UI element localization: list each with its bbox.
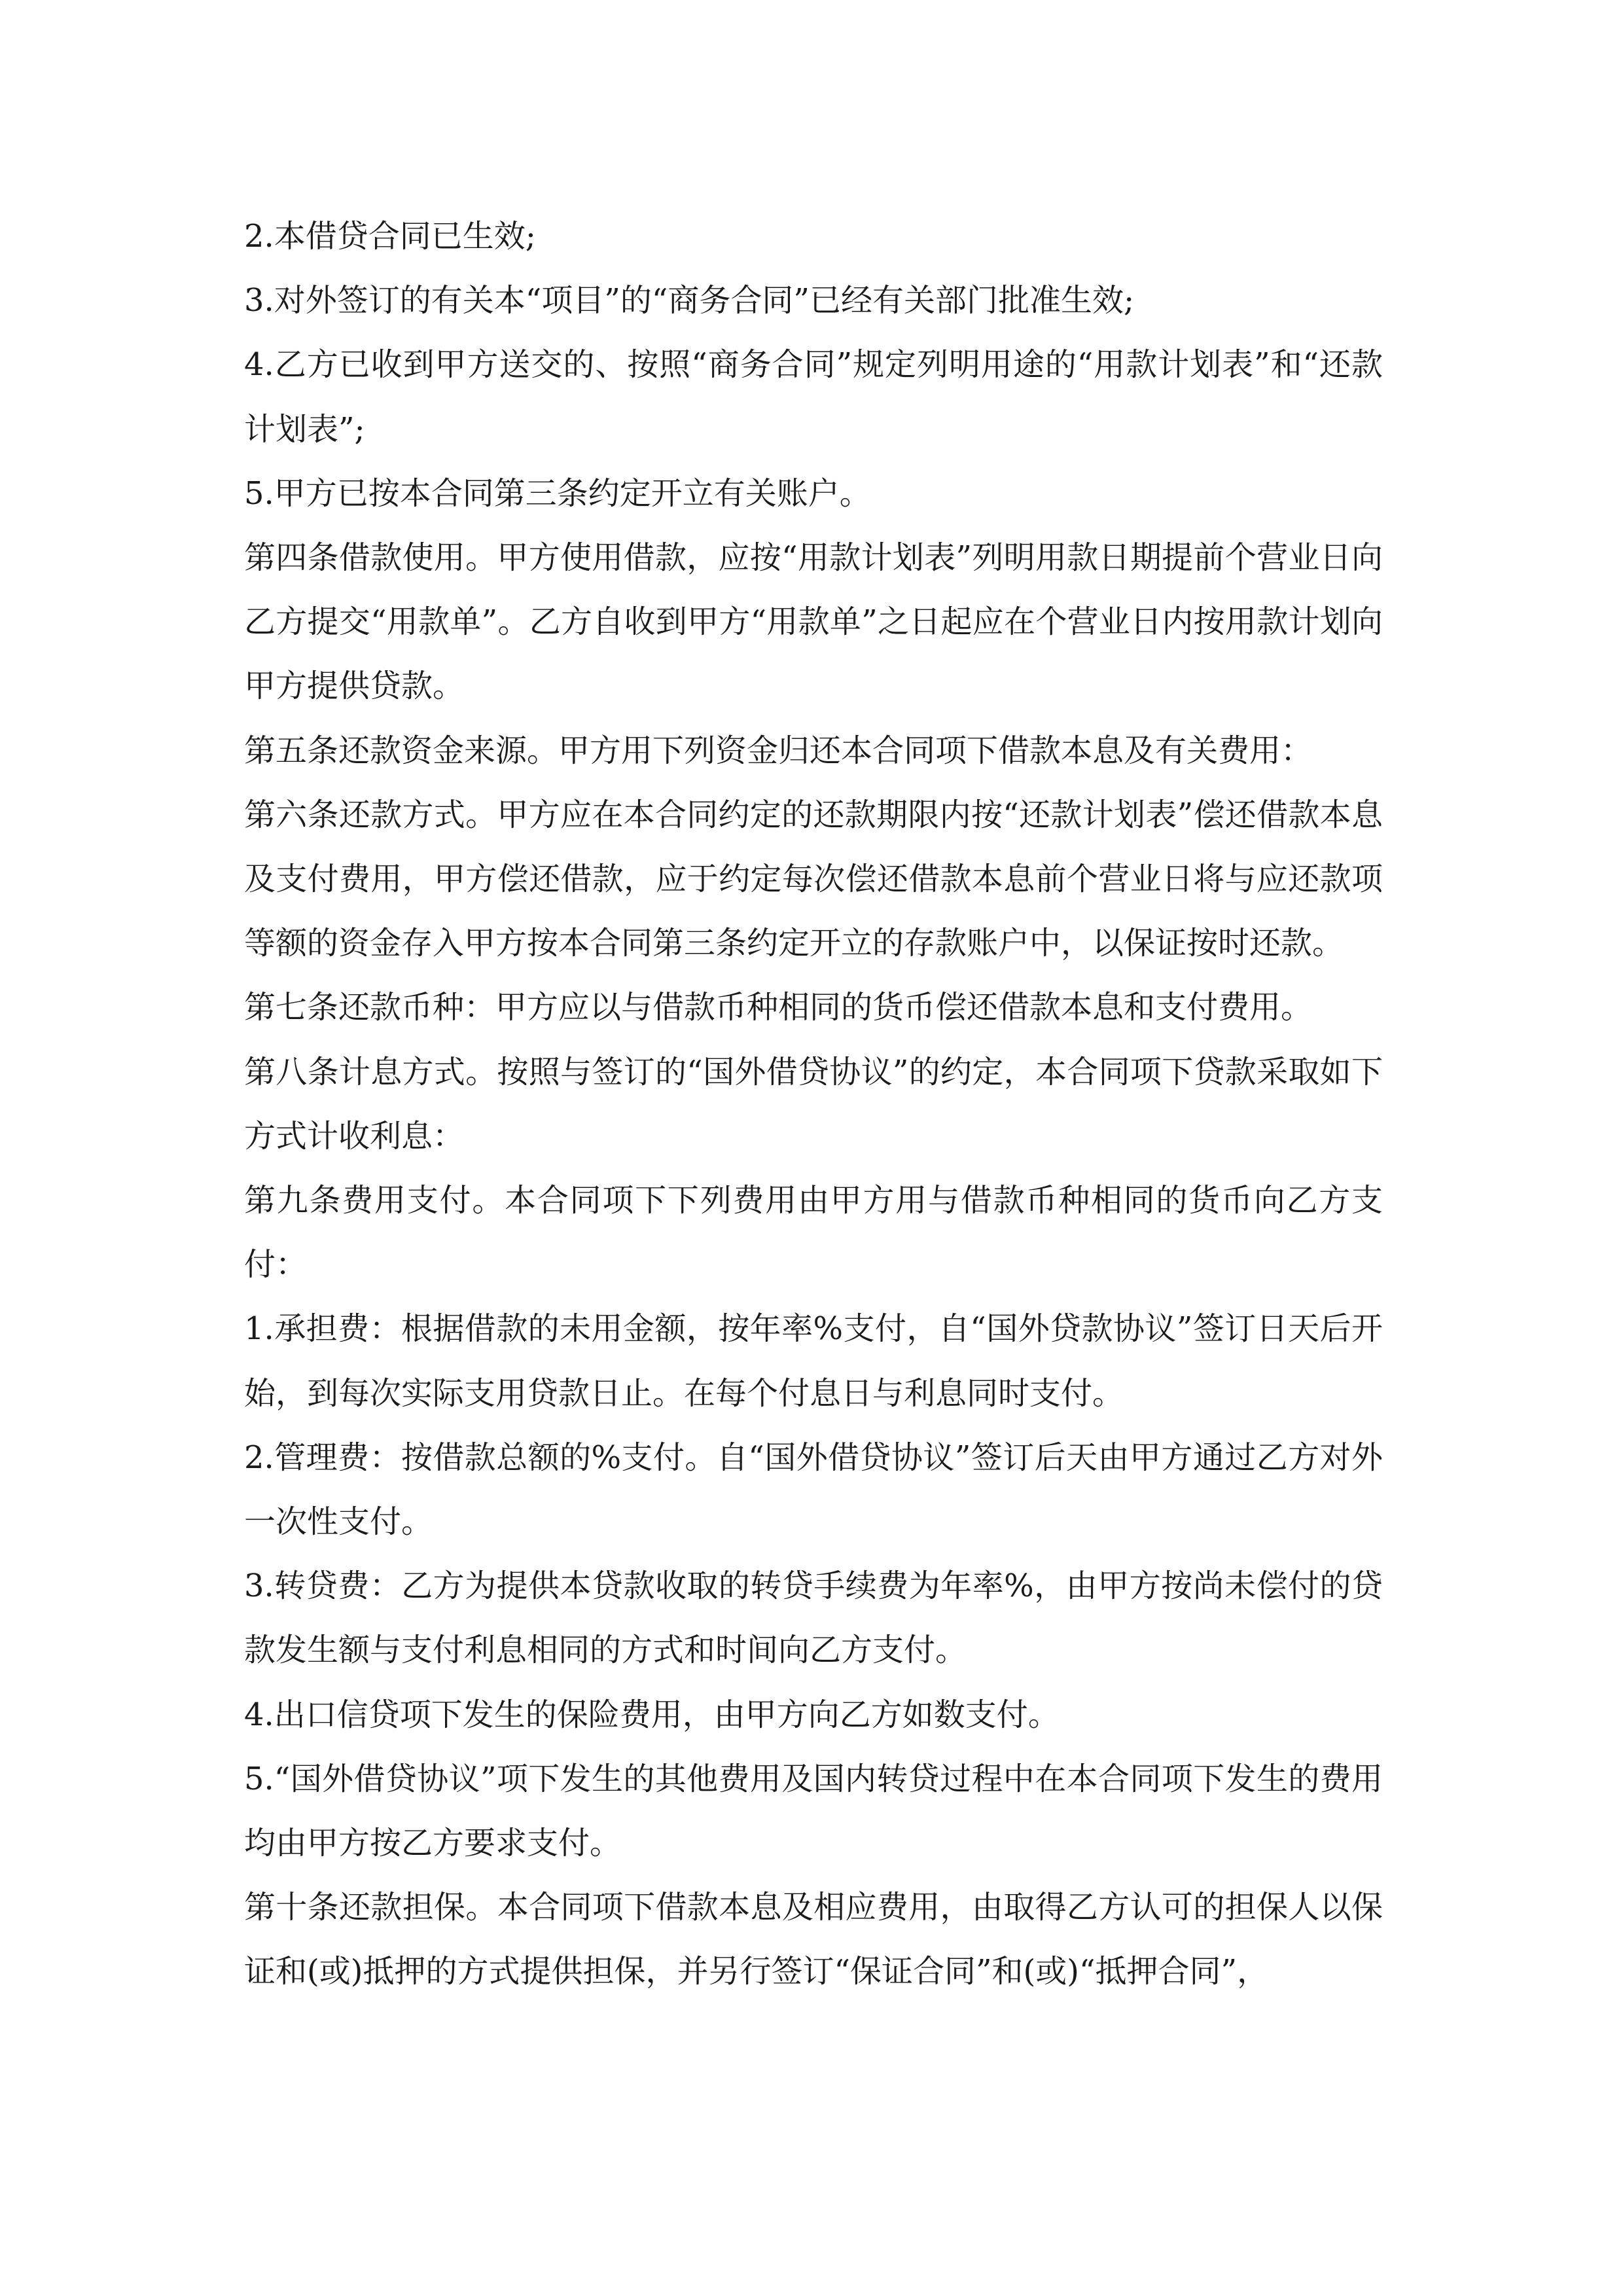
fee-item-3: 3.转贷费：乙方为提供本贷款收取的转贷手续费为年率%，由甲方按尚未偿付的贷款发生额与支付利息相同的方式和时间向乙方支付。 [244,1568,1383,1669]
article-5-paragraph: 第五条还款资金来源。甲方用下列资金归还本合同项下借款本息及有关费用： [244,732,1313,769]
article-9-paragraph: 第九条费用支付。本合同项下下列费用由甲方用与借款币种相同的货币向乙方支付： [244,1182,1383,1283]
article-7-paragraph: 第七条还款币种：甲方应以与借款币种相同的货币偿还借款本息和支付费用。 [244,989,1313,1026]
paragraph-item-3: 3.对外签订的有关本“项目”的“商务合同”已经有关部门批准生效; [244,282,1135,319]
paragraph-item-4: 4.乙方已收到甲方送交的、按照“商务合同”规定列明用途的“用款计划表”和“还款计划表”; [244,346,1383,448]
article-4-paragraph: 第四条借款使用。甲方使用借款，应按“用款计划表”列明用款日期提前个营业日向乙方提交“用款单”。乙方自收到甲方“用款单”之日起应在个营业日内按用款计划向甲方提供贷款。 [244,539,1383,705]
paragraph-item-2: 2.本借贷合同已生效; [244,218,536,255]
fee-item-1: 1.承担费：根据借款的未用金额，按年率%支付，自“国外贷款协议”签订日天后开始，到每次实际支用贷款日止。在每个付息日与利息同时支付。 [244,1310,1383,1412]
article-10-paragraph: 第十条还款担保。本合同项下借款本息及相应费用，由取得乙方认可的担保人以保证和(或)抵押的方式提供担保，并另行签订“保证合同”和(或)“抵押合同”， [244,1889,1383,1990]
article-8-paragraph: 第八条计息方式。按照与签订的“国外借贷协议”的约定，本合同项下贷款采取如下方式计收利息： [244,1053,1383,1155]
document-body [244,204,1383,2004]
fee-item-4: 4.出口信贷项下发生的保险费用，由甲方向乙方如数支付。 [244,1696,1060,1733]
fee-item-5: 5.“国外借贷协议”项下发生的其他费用及国内转贷过程中在本合同项下发生的费用均由甲方按乙方要求支付。 [244,1760,1383,1862]
article-6-paragraph: 第六条还款方式。甲方应在本合同约定的还款期限内按“还款计划表”偿还借款本息及支付费用，甲方偿还借款，应于约定每次偿还借款本息前个营业日将与应还款项等额的资金存入甲方按本合同第三条约定开立的存款账户中，以保证按时还款。 [244,796,1383,962]
fee-item-2: 2.管理费：按借款总额的%支付。自“国外借贷协议”签订后天由甲方通过乙方对外一次性支付。 [244,1439,1383,1541]
paragraph-item-5: 5.甲方已按本合同第三条约定开立有关账户。 [244,475,871,512]
